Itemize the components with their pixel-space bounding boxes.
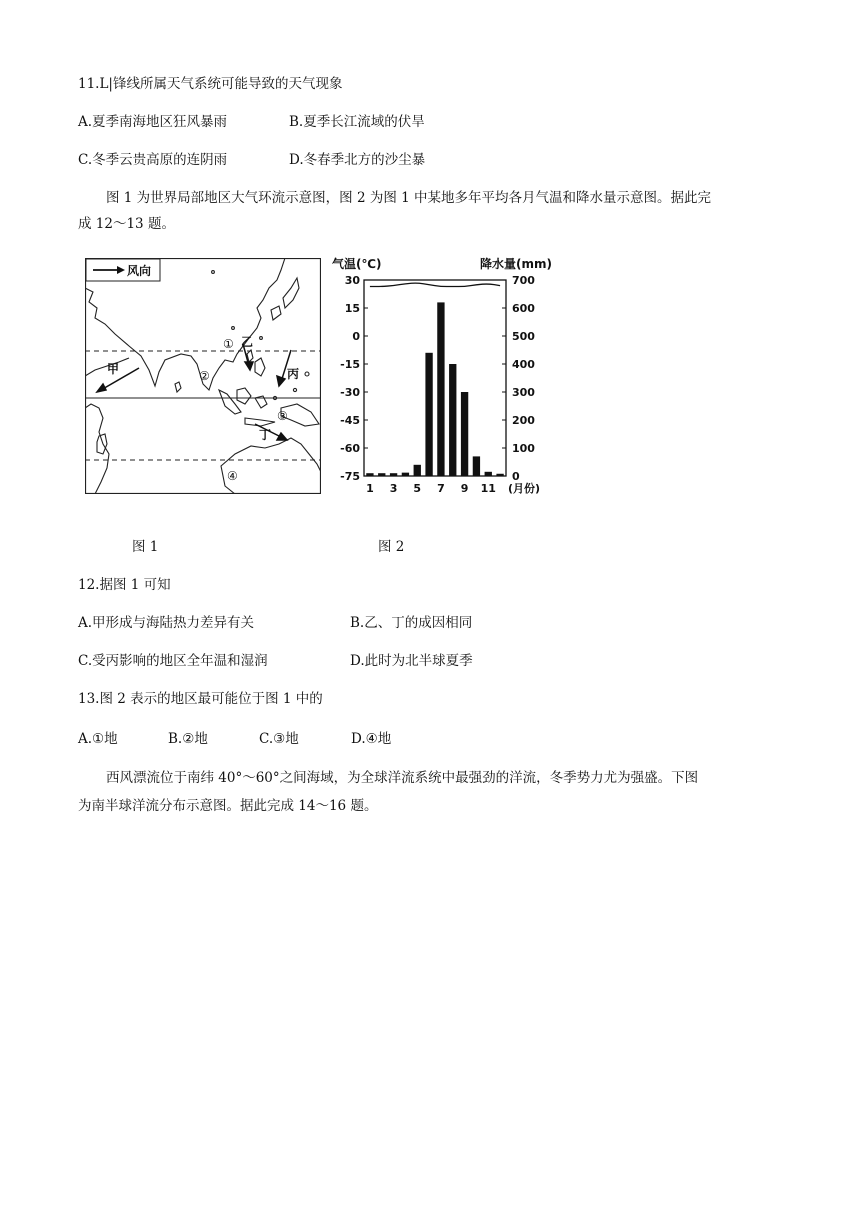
month-tick-label: 3: [389, 482, 398, 495]
precipitation-bar: [449, 364, 456, 476]
point-2: ②: [199, 369, 210, 383]
precipitation-bar: [425, 353, 432, 476]
precipitation-bar: [496, 474, 503, 476]
temperature-tick-label: -60: [340, 442, 360, 455]
temperature-tick-label: -45: [340, 414, 360, 427]
figure2-caption: 图 2: [378, 539, 405, 555]
precipitation-tick-label: 200: [512, 414, 535, 427]
q11-option-d: D.冬春季北方的沙尘暴: [289, 152, 426, 168]
temperature-axis-label: 气温(℃): [332, 257, 382, 271]
precipitation-bar: [414, 465, 421, 476]
precipitation-bar: [390, 473, 397, 476]
legend-label: 风向: [127, 264, 152, 278]
precipitation-tick-label: 500: [512, 330, 535, 343]
temperature-tick-label: 0: [352, 330, 360, 343]
month-tick-label: 5: [413, 482, 422, 495]
label-bing: 丙: [287, 367, 300, 381]
month-axis-label: (月份): [508, 482, 541, 495]
intro2-line2: 为南半球洋流分布示意图。据此完成 14～16 题。: [78, 798, 378, 814]
precipitation-tick-label: 100: [512, 442, 535, 455]
temperature-tick-label: 15: [344, 302, 360, 315]
month-tick-label: 11: [480, 482, 496, 495]
label-yi: 乙: [241, 335, 254, 349]
q12-option-a: A.甲形成与海陆热力差异有关: [78, 615, 255, 631]
temperature-tick-label: -30: [340, 386, 360, 399]
precipitation-tick-label: 0: [512, 470, 520, 483]
point-1: ①: [223, 337, 234, 351]
plot-frame: [364, 280, 506, 476]
q13-stem: 13.图 2 表示的地区最可能位于图 1 中的: [78, 691, 323, 707]
q12-option-d: D.此时为北半球夏季: [350, 653, 473, 669]
precipitation-bar: [473, 456, 480, 476]
q12-option-c: C.受丙影响的地区全年温和湿润: [78, 653, 268, 669]
precipitation-tick-label: 300: [512, 386, 535, 399]
precipitation-tick-label: 600: [512, 302, 535, 315]
q12-stem: 12.据图 1 可知: [78, 577, 171, 593]
point-4: ④: [227, 469, 238, 483]
q13-option-b: B.②地: [168, 731, 208, 747]
label-ding: 丁: [259, 428, 272, 442]
figure2-climate-chart: [330, 254, 555, 500]
point-3: ③: [277, 409, 288, 423]
precipitation-bar: [402, 473, 409, 476]
month-tick-label: 1: [366, 482, 374, 495]
q11-option-a: A.夏季南海地区狂风暴雨: [78, 114, 228, 130]
intro1-line2: 成 12～13 题。: [78, 216, 175, 232]
precipitation-tick-label: 700: [512, 274, 535, 287]
month-tick-label: 7: [437, 482, 445, 495]
q12-option-b: B.乙、丁的成因相同: [350, 615, 473, 631]
q11-option-c: C.冬季云贵高原的连阴雨: [78, 152, 228, 168]
q13-option-c: C.③地: [259, 731, 299, 747]
intro1-line1: 图 1 为世界局部地区大气环流示意图，图 2 为图 1 中某地多年平均各月气温和降水量示意图。据此完: [106, 190, 712, 206]
figure1-caption: 图 1: [132, 539, 159, 555]
precipitation-axis-label: 降水量(mm): [480, 257, 552, 271]
intro2-line1: 西风漂流位于南纬 40°～60°之间海域，为全球洋流系统中最强劲的洋流，冬季势力尤为强盛。下图: [106, 770, 699, 786]
label-jia: 甲: [107, 362, 120, 376]
figure1-map: [85, 258, 321, 494]
precipitation-tick-label: 400: [512, 358, 535, 371]
temperature-tick-label: 30: [344, 274, 360, 287]
q11-stem: 11.L|锋线所属天气系统可能导致的天气现象: [78, 76, 343, 92]
precipitation-bar: [485, 472, 492, 476]
temperature-tick-label: -15: [340, 358, 360, 371]
q13-option-d: D.④地: [351, 731, 392, 747]
temperature-tick-label: -75: [340, 470, 360, 483]
month-tick-label: 9: [460, 482, 469, 495]
precipitation-bar: [461, 392, 468, 476]
q13-option-a: A.①地: [78, 731, 118, 747]
precipitation-bar: [366, 473, 373, 476]
q11-option-b: B.夏季长江流域的伏旱: [289, 114, 425, 130]
precipitation-bar: [378, 473, 385, 476]
precipitation-bar: [437, 302, 444, 476]
